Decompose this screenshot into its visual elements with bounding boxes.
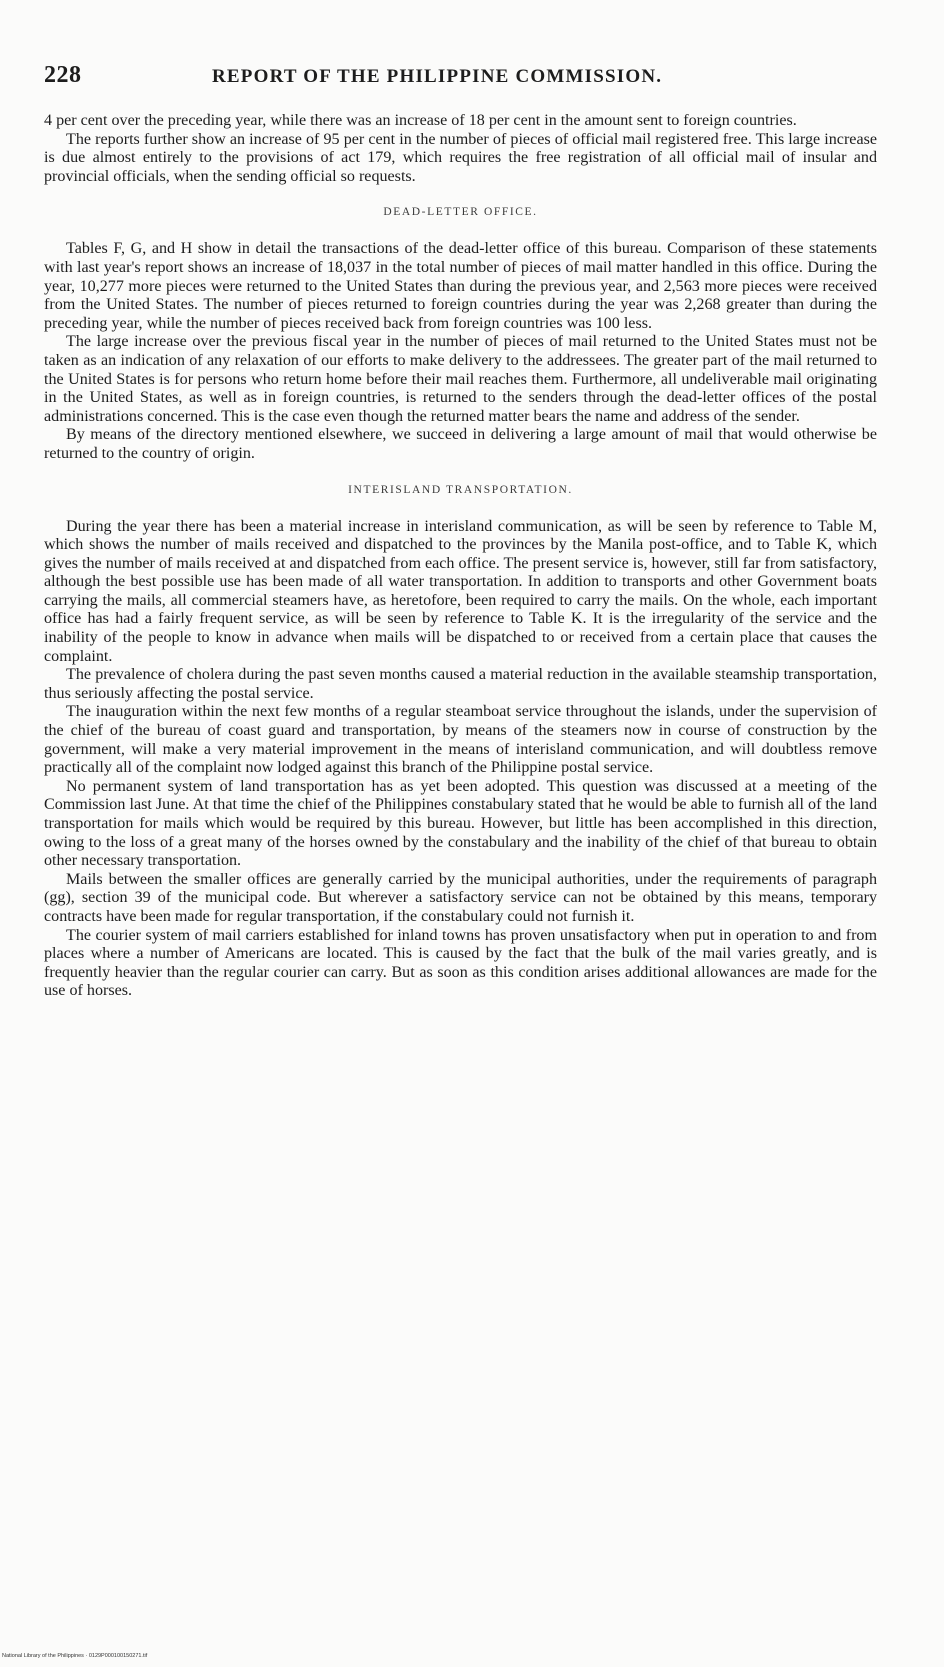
paragraph: Tables F, G, and H show in detail the transactions of the dead-letter office of this bureau. Comparison of these statements with last year's report shows an increase of 18,037 in the total number of pieces of mail matter handled in this office. During the year, 10,277 more pieces were returned to the United States than during the previous year, and 2,563 more pieces were received from the United States. The number of pieces returned to foreign countries during the year was 2,268 greater than during the preceding year, while the number of pieces received back from foreign countries was 100 less. — [44, 240, 877, 332]
paragraph: By means of the directory mentioned elsewhere, we succeed in delivering a large amount of mail that would otherwise be returned to the country of origin. — [44, 426, 877, 462]
page-number: 228 — [44, 62, 82, 88]
paragraph: Mails between the smaller offices are generally carried by the municipal authorities, under the requirements of paragraph (gg), section 39 of the municipal code. But wherever a satisfactory service can not be obtained by this means, temporary contracts have been made for regular transportation, if the constabulary could not furnish it. — [44, 870, 877, 925]
scan-footer: National Library of the Philippines · 0129P000100150271.tif — [2, 1653, 148, 1659]
paragraph: During the year there has been a material increase in interisland communication, as will be seen by reference to Table M, which shows the number of mails received and dispatched to the provinces by the Manila post-office, and to Table K, which gives the number of mails received at and dispatched from each office. The present service is, however, still far from satisfactory, although the best possible use has been made of all water transportation. In addition to transports and other Government boats carrying the mails, all commercial steamers have, as heretofore, been required to carry the mails. On the whole, each important office has had a fairly frequent service, as will be seen by reference to Table K. It is the irregularity of the service and the inability of the people to know in advance when mails will be dispatched to or received from a certain place that causes the complaint. — [44, 517, 877, 665]
paragraph: The inauguration within the next few months of a regular steamboat service throughout the islands, under the supervision of the chief of the bureau of coast guard and transportation, by means of the steamers now in course of construction by the government, will make a very material improvement in the means of interisland communication, and will doubtless remove practically all of the complaint now lodged against this branch of the Philippine postal service. — [44, 703, 877, 777]
paragraph: The prevalence of cholera during the past seven months caused a material reduction in the available steamship transportation, thus seriously affecting the postal service. — [44, 666, 877, 702]
section-heading-interisland-transportation: INTERISLAND TRANSPORTATION. — [348, 483, 573, 496]
section-heading-dead-letter-office: DEAD-LETTER OFFICE. — [383, 206, 538, 219]
running-title: REPORT OF THE PHILIPPINE COMMISSION. — [212, 66, 663, 87]
paragraph: The reports further show an increase of 95 per cent in the number of pieces of official mail registered free. This large increase is due almost entirely to the provisions of act 179, which requires the free registration of all official mail of insular and provincial officials, when the sending official so requests. — [44, 130, 877, 185]
paragraph: 4 per cent over the preceding year, while there was an increase of 18 per cent in the amount sent to foreign countries. — [44, 112, 797, 129]
body-text — [44, 112, 877, 1001]
paragraph: The large increase over the previous fiscal year in the number of pieces of mail returned to the United States must not be taken as an indication of any relaxation of our efforts to make delivery to the addressees. The greater part of the mail returned to the United States is for persons who return home before their mail reaches them. Furthermore, all undeliverable mail originating in the United States, as well as in foreign countries, is returned to the senders through the dead-letter offices of the postal administrations concerned. This is the case even though the returned matter bears the name and address of the sender. — [44, 333, 877, 425]
paragraph: The courier system of mail carriers established for inland towns has proven unsatisfactory when put in operation to and from places where a number of Americans are located. This is caused by the fact that the bulk of the mail varies greatly, and is frequently heavier than the regular courier can carry. But as soon as this condition arises additional allowances are made for the use of horses. — [44, 926, 877, 1000]
paragraph: No permanent system of land transportation has as yet been adopted. This question was discussed at a meeting of the Commission last June. At that time the chief of the Philippines constabulary stated that he would be able to furnish all of the land transportation for mails which would be required by this bureau. However, but little has been accomplished in this direction, owing to the loss of a great many of the horses owned by the constabulary and the inability of the chief of that bureau to obtain other necessary transportation. — [44, 777, 877, 870]
page-header — [44, 62, 874, 96]
